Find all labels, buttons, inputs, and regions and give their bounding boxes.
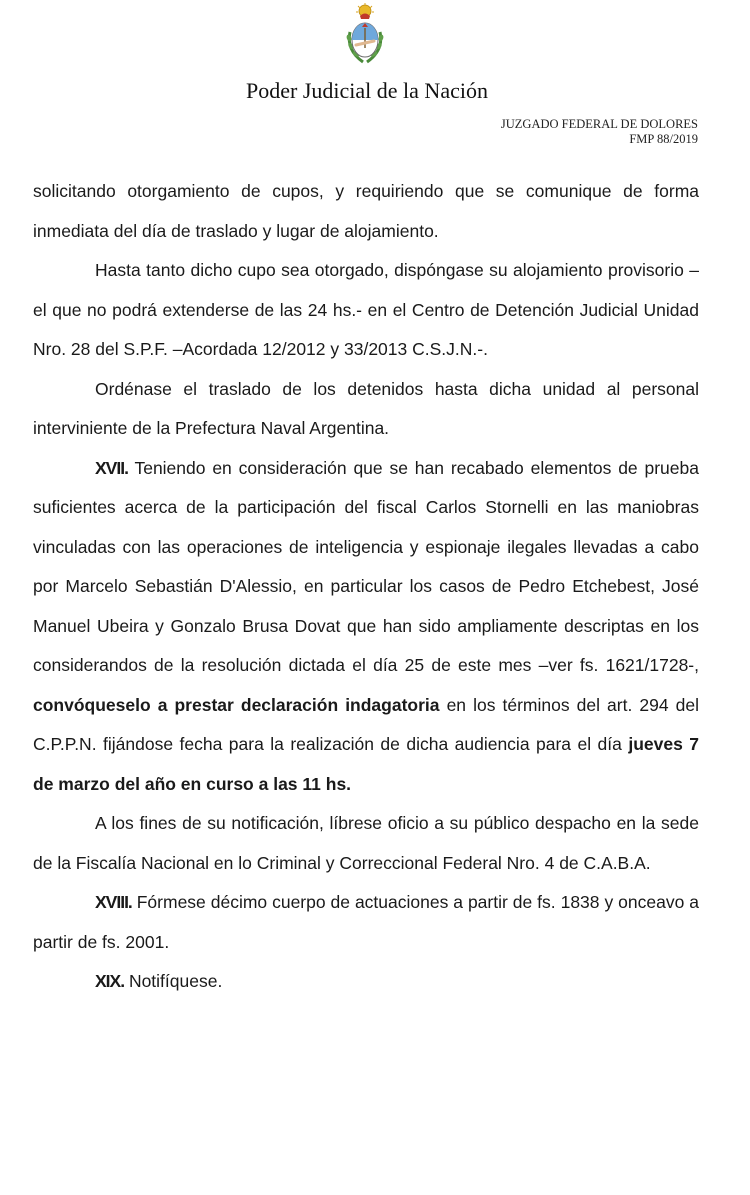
bold-date: jueves 7 de marzo del año en curso a las 11 hs. [33,734,699,794]
paragraph-text: Notifíquese. [124,971,223,991]
paragraph-notification: A los fines de su notificación, líbrese oficio a su público despacho en la sede de la Fiscalía Nacional en lo Criminal y Correccional Federal Nro. 4 de C.A.B.A. [33,813,699,873]
section-number: XIX. [95,971,125,991]
paragraph-1: solicitando otorgamiento de cupos, y requiriendo que se comunique de forma inmediata del día de traslado y lugar de alojamiento. [33,181,699,241]
argentina-coat-of-arms-icon [341,2,389,66]
paragraph-2: Hasta tanto dicho cupo sea otorgado, dispóngase su alojamiento provisorio –el que no podrá extenderse de las 24 hs.- en el Centro de Detención Judicial Unidad Nro. 28 del S.P.F. –Acordada 12/2012 y 33/2013 C.S.J.N.-. [33,260,699,359]
court-name: JUZGADO FEDERAL DE DOLORES [500,117,698,131]
paragraph-text: en los términos del art. 294 del C.P.P.N. fijándose fecha para la realización de dicha audiencia para el día [33,694,699,754]
paragraph-xviii [33,883,699,962]
paragraph-3: Ordénase el traslado de los detenidos hasta dicha unidad al personal interviniente de la Prefectura Naval Argentina. [33,378,699,438]
court-reference [501,117,698,147]
paragraph-xvii [33,449,699,805]
section-number: XVIII. [95,892,132,912]
case-number: FMP 88/2019 [629,132,698,146]
paragraph-xix [33,962,699,1002]
paragraph-text: Teniendo en consideración que se han recabado elementos de prueba suficientes acerca de la participación del fiscal Carlos Stornelli en las maniobras vinculadas con las operaciones de inteligencia y espionaje ilegales llevadas a cabo por Marcelo Sebastián D'Alessio, en particular los casos de Pedro Etchebest, José Manuel Ubeira y Gonzalo Brusa Dovat que han sido ampliamente descriptas en los considerandos de la resolución dictada el día 25 de este mes –ver fs. 1621/1728-, [33,457,699,675]
court-title: Poder Judicial de la Nación [246,78,488,103]
paragraph-text: Fórmese décimo cuerpo de actuaciones a partir de fs. 1838 y onceavo a partir de fs. 2001. [33,892,699,952]
bold-order: convóqueselo a prestar declaración indagatoria [33,694,440,715]
resolution-body [33,172,699,1002]
section-number: XVII. [95,457,128,478]
